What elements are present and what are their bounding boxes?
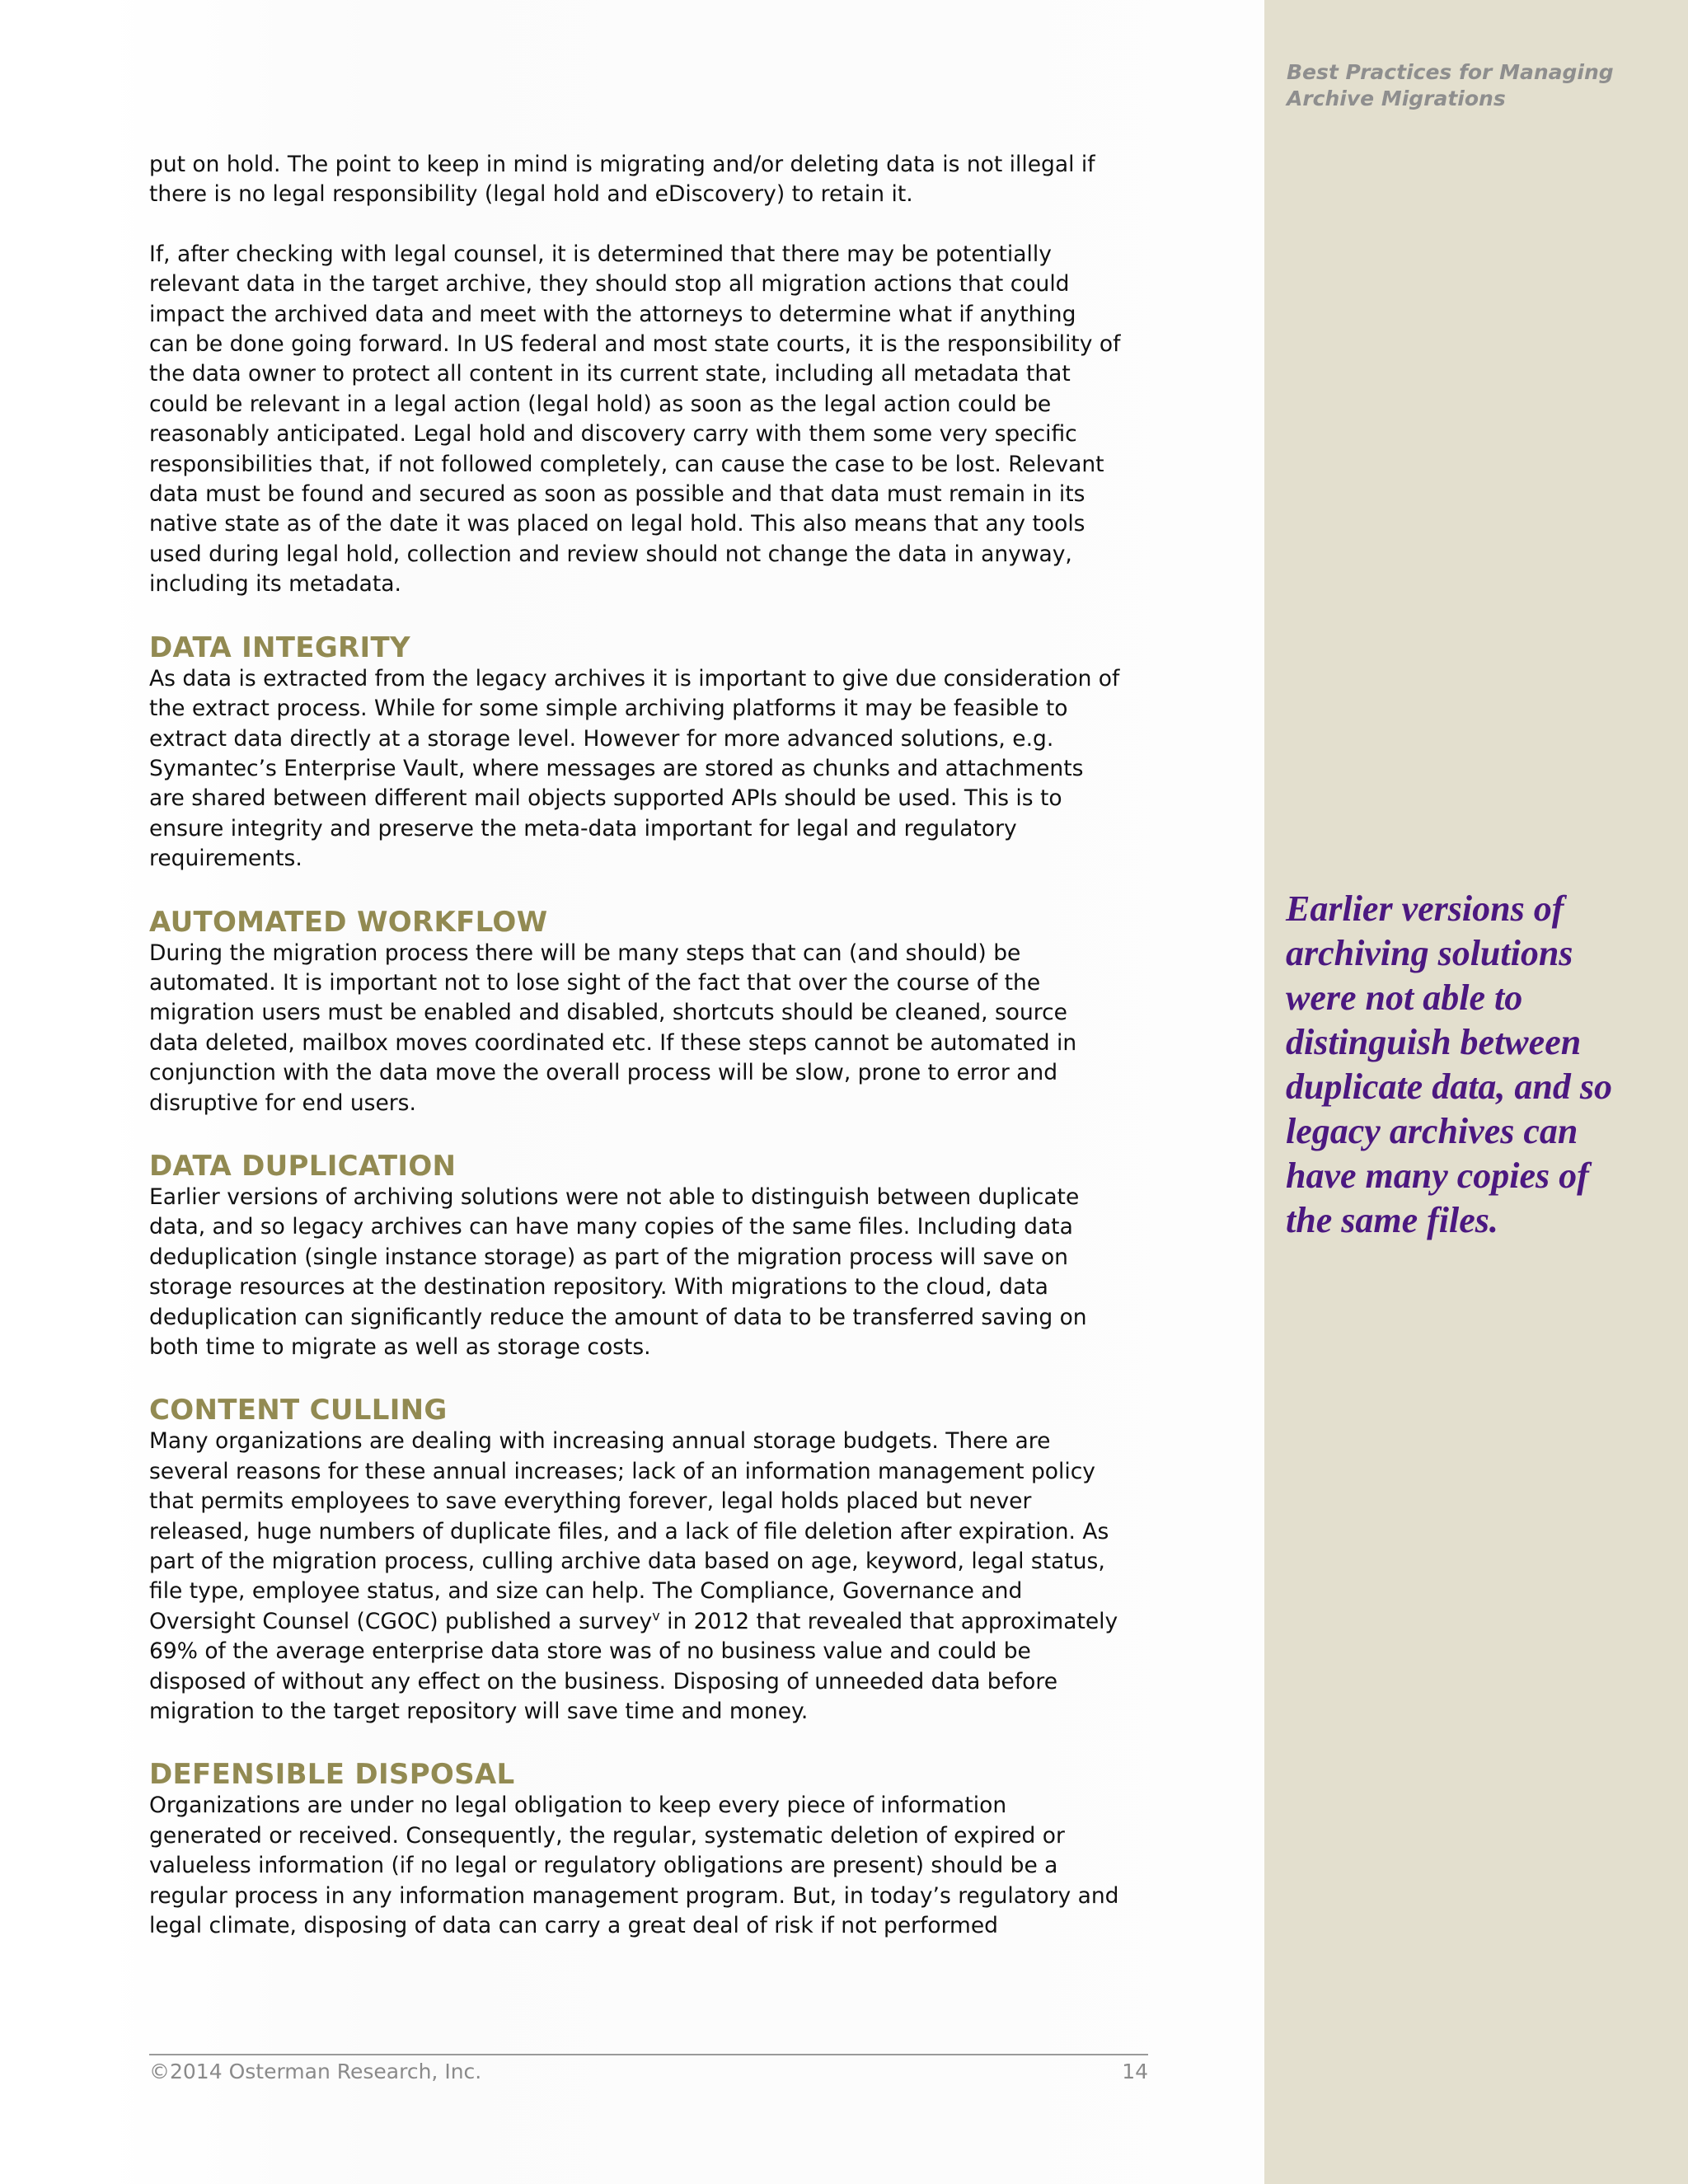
section-heading-defensible-disposal: DEFENSIBLE DISPOSAL — [149, 1758, 515, 1792]
page-number: 14 — [1122, 2060, 1148, 2083]
section-heading-data-duplication: DATA DUPLICATION — [149, 1149, 457, 1183]
section-heading-data-integrity: DATA INTEGRITY — [149, 630, 410, 664]
footnote-marker: v — [652, 1608, 660, 1624]
section-text-defensible-disposal: Organizations are under no legal obligation to keep every piece of information generated or received. Consequently, the regular, systematic deletion of expired or valueless information (if no legal or regulatory obligations are present) should be a regular process in any information management program. But, in today’s regulatory and legal climate, disposing of data can carry a great deal of risk if not performed — [149, 1793, 1119, 1939]
footer-divider — [149, 2054, 1148, 2055]
intro-paragraph-2: If, after checking with legal counsel, it is determined that there may be potentially relevant data in the target archive, they should stop all migration actions that could impact the archived data and meet with the attorneys to determine what if anything can be done going forward. In US federal and most state courts, it is the responsibility of the data owner to protect all content in its current state, including all metadata that could be relevant in a legal action (legal hold) as soon as the legal action could be reasonably anticipated. Legal hold and discovery carry with them some very specific responsibilities that, if not followed completely, can cause the case to be lost. Relevant data must be found and secured as soon as possible and that data must remain in its native state as of the date it was placed on legal hold. This also means that any tools used during legal hold, collection and review should not change the data in anyway, including its metadata. — [149, 241, 1121, 598]
section-text-data-integrity: As data is extracted from the legacy archives it is important to give due consideration of the extract process. While for some simple archiving platforms it may be feasible to extract data directly at a storage level. However for more advanced solutions, e.g. Symantec’s Enterprise Vault, where messages are stored as chunks and attachments are shared between different mail objects supported APIs should be used. This is to ensure integrity and preserve the meta-data important for legal and regulatory requirements. — [149, 665, 1120, 872]
main-content — [149, 150, 1122, 1942]
section-text-automated-workflow: During the migration process there will be many steps that can (and should) be automated. It is important not to lose sight of the fact that over the course of the migration users must be enabled and disabled, shortcuts should be cleaned, source data deleted, mailbox moves coordinated etc. If these steps cannot be automated in conjunction with the data move the overall process will be slow, prone to error and disruptive for end users. — [149, 940, 1077, 1116]
running-header-line-1: Best Practices for Managing — [1287, 60, 1614, 84]
intro-paragraph-1: put on hold. The point to keep in mind is migrating and/or deleting data is not illegal if there is no legal responsibility (legal hold and eDiscovery) to retain it. — [149, 152, 1095, 208]
section-text-data-duplication: Earlier versions of archiving solutions were not able to distinguish between duplicate data, and so legacy archives can have many copies of the same files. Including data deduplication (single instance storage) as part of the migration process will save on storage resources at the destination repository. With migrations to the cloud, data deduplication can significantly reduce the amount of data to be transferred saving on both time to migrate as well as storage costs. — [149, 1183, 1087, 1360]
running-header — [1287, 59, 1649, 112]
content-culling-text-part-2: in 2012 that revealed that approximately 69% of the average enterprise data store was of no business value and could be disposed of without any effect on the business. Disposing of unneeded data before migration to the target repository will save time and money. — [149, 1608, 1118, 1725]
pull-quote: Earlier versions of archiving solutions were not able to distinguish between duplicate data, and so legacy archives can have many copies of the same files. — [1286, 888, 1613, 1240]
section-text-content-culling — [149, 1427, 1122, 1727]
footer-copyright: ©2014 Osterman Research, Inc. — [149, 2060, 482, 2083]
section-heading-automated-workflow: AUTOMATED WORKFLOW — [149, 905, 548, 939]
section-heading-content-culling: CONTENT CULLING — [149, 1394, 448, 1427]
running-header-line-2: Archive Migrations — [1287, 87, 1506, 110]
content-culling-text-part-1: Many organizations are dealing with increasing annual storage budgets. There are several reasons for these annual increases; lack of an information management policy that permits employees to save everything forever, legal holds placed but never released, huge numbers of duplicate files, and a lack of file deletion after expiration. As part of the migration process, culling archive data based on age, keyword, legal status, file type, employee status, and size can help. The Compliance, Governance and Oversight Counsel (CGOC) published a survey — [149, 1428, 1109, 1634]
